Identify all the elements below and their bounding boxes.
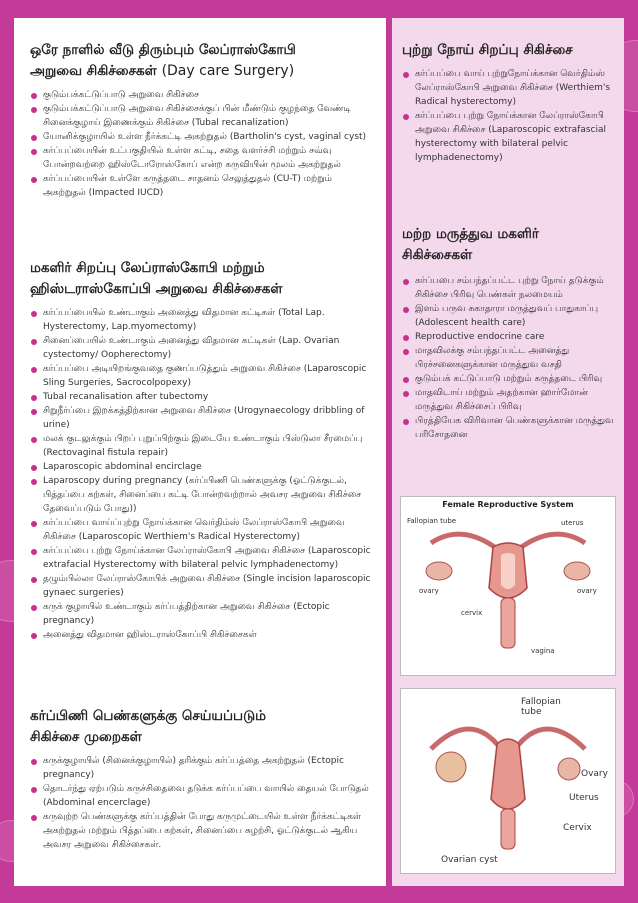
list-item: குடும்பக்கட்டுப்பாடு அறுவை சிகிச்சைக்குப் பின் மீண்டும் குழந்தை வேண்டி சினைக்குழாய் இணைக்கும் சிகிச்சை (Tubal recanalization) <box>30 102 376 130</box>
list-item: கர்ப்பப்பை வாய்ப்புற்று நோய்க்கான வெர்திம்ஸ் லேப்ராஸ்கோபி அறுவை சிகிச்சை (Laparoscopic Werthiem's Radical Hysterectomy) <box>30 516 376 544</box>
daycare-surgery-section <box>30 40 376 200</box>
list-item: தொடர்ந்து ஏற்படும் கருச்சிதைவை தடுக்க கர்ப்பப்பை வாயில் தையல் போடுதல் (Abdominal encerclage) <box>30 782 376 810</box>
section-title <box>402 224 616 266</box>
section-title-line: கர்ப்பிணி பெண்களுக்கு செய்யப்படும் <box>30 708 266 724</box>
right-content-panel <box>392 18 624 886</box>
female-reproductive-system-figure <box>400 496 616 676</box>
section-title-line: ஒரே நாளில் வீடு திரும்பும் லேப்ராஸ்கோபி <box>30 42 296 58</box>
cancer-treatment-list <box>402 67 616 165</box>
list-item: கருக்குழாயில் (சினைக்குழாயில்) தரிக்கும் கர்ப்பத்தை அகற்றுதல் (Ectopic pregnancy) <box>30 754 376 782</box>
cervix-label: Cervix <box>563 823 592 833</box>
pregnancy-treatment-section <box>30 706 376 852</box>
list-item: கர்ப்பப்பையில் உண்டாகும் அனைத்து விதமான கட்டிகள் (Total Lap. Hysterectomy, Lap.myomectomy) <box>30 306 376 334</box>
list-item: கருக் குழாயில் உண்டாகும் கர்ப்பத்திற்கான அறுவை சிகிச்சை (Ectopic pregnancy) <box>30 600 376 628</box>
list-item: கர்ப்பப்பையின் உள்ளே கருத்தடை சாதனம் செலுத்துதல் (CU-T) மற்றும் அகற்றுதல் (Impacted IUCD) <box>30 172 376 200</box>
ovarian-cyst-label: Ovarian cyst <box>441 855 498 865</box>
list-item: Tubal recanalisation after tubectomy <box>30 390 376 404</box>
section-title-line: மகளிர் சிறப்பு லேப்ராஸ்கோபி மற்றும் <box>30 260 265 276</box>
list-item: கர்ப்பப்பை புற்று நோய்க்கான லேப்ராஸ்கோபி அறுவை சிகிச்சை (Laparoscopic extrafascial hysterectomy with bilateral pelvic lymphadenectomy) <box>402 109 616 165</box>
uterus-label: uterus <box>561 519 584 527</box>
section-title-line: மற்ற மருத்துவ மகளிர் <box>402 226 539 242</box>
list-item: கர்ப்பப்பையின் உட்பகுதியில் உள்ள கட்டி, சதை வளர்ச்சி மற்றும் சவ்வு போன்றவற்றை ஹிஸ்டோரோஸ்கோப் என்ற கருவியின் மூலம் அகற்றுதல் <box>30 144 376 172</box>
list-item: அனைத்து விதமான ஹிஸ்டராஸ்கோப்பி சிகிச்சைகள் <box>30 628 376 642</box>
figure-title: Female Reproductive System <box>442 500 574 509</box>
ovary-label: ovary <box>419 587 439 595</box>
section-title-line: சிகிச்சைகள் <box>402 247 473 263</box>
section-title-line: சிகிச்சை முறைகள் <box>30 729 142 745</box>
list-item: கர்ப்பப்பை புற்று நோய்க்கான லேப்ராஸ்கோபி அறுவை சிகிச்சை (Laparoscopic extrafacial Hysterectomy with bilateral pelvic lymphadenectomy) <box>30 544 376 572</box>
section-title-ta: அறுவை சிகிச்சைகள் <box>30 63 157 79</box>
other-treatment-section <box>402 224 616 442</box>
pregnancy-treatment-list <box>30 754 376 852</box>
section-title <box>30 258 376 300</box>
list-item: குடும்பக்கட்டுப்பாடு அறுவை சிகிச்சை <box>30 88 376 102</box>
section-title <box>30 706 376 748</box>
left-content-panel <box>14 18 386 886</box>
list-item: கர்ப்பப்பை வாய் புற்றுநோய்க்கான வெர்திம்ஸ் லேப்ராஸ்கோபி அறுவை சிகிச்சை (Werthiem's Radical hysterectomy) <box>402 67 616 109</box>
list-item: சிறுநீர்ப்பை இறக்கத்திற்கான அறுவை சிகிச்சை (Urogynaecology dribbling of urine) <box>30 404 376 432</box>
list-item: கர்ப்பப்பை அடியிறங்குவதை குணப்படுத்தும் அறுவை சிகிச்சை (Laparoscopic Sling Surgeries, Sacrocolpopexy) <box>30 362 376 390</box>
list-item: மாதவிலக்கு சம்பந்தப்பட்ட அனைத்து பிரச்சனைகளுக்கான மருத்துவ வசதி <box>402 344 616 372</box>
ovary-label: ovary <box>577 587 597 595</box>
list-item: கர்ப்பபை சம்பந்தப்பட்ட புற்று நோய் தடுக்கும் சிகிச்சை பிரிவு பெண்கள் நலமையம் <box>402 274 616 302</box>
list-item: பிரத்தியேக விரிவான பெண்களுக்கான மருத்துவ பரிசோதனை <box>402 414 616 442</box>
fallopian-tube-label: Fallopian tube <box>407 517 457 525</box>
ovary-label: Ovary <box>581 769 608 779</box>
list-item: Reproductive endocrine care <box>402 330 616 344</box>
daycare-surgery-list <box>30 88 376 200</box>
list-item: Laparoscopic abdominal encirclage <box>30 460 376 474</box>
list-item: இளம் பருவ சுகாதாரா மருத்துவப் பாதுகாப்பு (Adolescent health care) <box>402 302 616 330</box>
uterus-label: Uterus <box>569 793 599 803</box>
list-item: தழும்பில்லா லேப்ராஸ்கோபிக் அறுவை சிகிச்சை (Single incision laparoscopic gynaec surgeries) <box>30 572 376 600</box>
laparoscopy-surgery-list <box>30 306 376 642</box>
section-title: புற்று நோய் சிறப்பு சிகிச்சை <box>402 42 573 58</box>
laparoscopy-hysteroscopy-section <box>30 258 376 642</box>
ovarian-cyst-illustration <box>401 689 615 873</box>
list-item: மாதவிடாய் மற்றும் அதற்கான ஹார்மோன் மருத்துவ சிகிச்சைப் பிரிவு <box>402 386 616 414</box>
list-item: Laparoscopy during pregnancy (கர்ப்பிணி பெண்களுக்கு (ஓட்டுக்குடல், பித்தப்பை கற்கள், சினைப்பை கட்டி போன்றவற்றால் அவசர அறுவை சிகிச்சை தேவைப்படும் போது)) <box>30 474 376 516</box>
section-title-en: (Day care Surgery) <box>161 63 295 79</box>
ovarian-cyst-figure <box>400 688 616 874</box>
section-title-line <box>30 61 376 82</box>
cancer-treatment-section <box>402 40 616 165</box>
vagina-label: vagina <box>531 647 555 655</box>
list-item: குடும்பக் கட்டுப்பாடு மற்றும் கருத்தடை பிரிவு <box>402 372 616 386</box>
list-item: கருவுற்ற பெண்களுக்கு கர்ப்பத்தின் போது கருமுட்டையில் உள்ள நீர்க்கட்டிகள் அகற்றுதல் மற்றும் பித்தப்பை கற்கள், சினைப்பை சுழற்சி, ஓட்டுக்குடல் ஆகிய அவசர அறுவை சிகிச்சைகள். <box>30 810 376 852</box>
section-title <box>30 40 376 82</box>
list-item: மலக் குடலுக்கும் பிறப் புறுப்பிற்கும் இடையே உண்டாகும் பிஸ்டுலா சீரமைப்பு (Rectovaginal fistula repair) <box>30 432 376 460</box>
cervix-label: cervix <box>461 609 483 617</box>
fallopian-tube-label: Fallopian tube <box>521 697 561 717</box>
section-title-line: ஹிஸ்டராஸ்கோப்பி அறுவை சிகிச்சைகள் <box>30 281 283 297</box>
list-item: யோனிக்குழாயில் உள்ள நீர்க்கட்டி அகற்றுதல் (Bartholin's cyst, vaginal cyst) <box>30 130 376 144</box>
other-treatment-list <box>402 274 616 442</box>
list-item: சினைப்பையில் உண்டாகும் அனைத்து விதமான கட்டிகள் (Lap. Ovarian cystectomy/ Oopherectomy) <box>30 334 376 362</box>
